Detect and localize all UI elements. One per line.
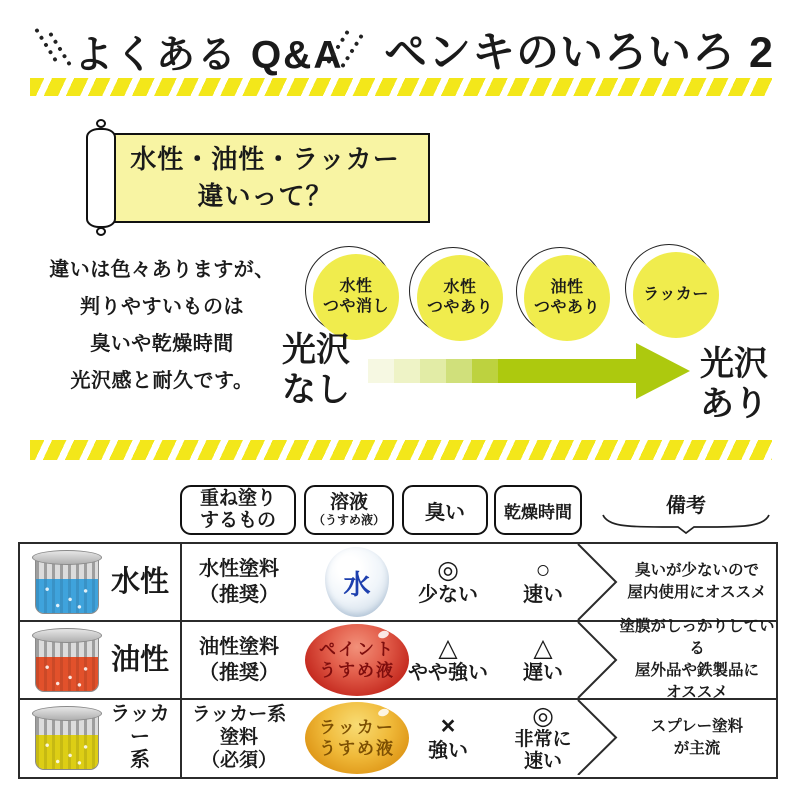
rating-symbol: ◎: [532, 701, 554, 730]
gloss-none-label: 光沢 なし: [282, 331, 350, 409]
recoat-cell: 油性塗料 （推奨）: [199, 636, 279, 684]
paint-can-icon: [32, 550, 102, 614]
column-header-recoat: 重ね塗り するもの: [180, 485, 296, 535]
column-header-drytime: 乾燥時間: [494, 485, 582, 535]
circle-label: 水性: [339, 278, 373, 295]
recoat-cell: 水性塗料 （推奨）: [199, 558, 279, 606]
table-row-water: [20, 544, 776, 620]
circle-label: 水性: [443, 279, 477, 296]
notes-cell: スプレー塗料 が主流: [650, 717, 744, 757]
question-line-1: 水性・油性・ラッカー: [130, 144, 400, 174]
chevron-separator-icon: [576, 622, 618, 698]
gloss-circle-water-gloss: [409, 247, 505, 343]
arrow-head-icon: [636, 343, 690, 399]
column-header-solvent: 溶液 （うすめ液）: [304, 485, 394, 535]
recoat-cell: ラッカー系 塗料 （必須）: [191, 704, 287, 771]
rating-symbol: ◎: [437, 556, 459, 584]
table-row-oil: [20, 618, 776, 701]
notes-cell: 塗膜がしっかりしている 屋外品や鉄製品に オススメ: [619, 618, 775, 701]
rating-symbol: △: [438, 634, 458, 662]
solvent-cell: [301, 700, 413, 775]
underbrace-icon: [600, 514, 772, 536]
notes-cell: 臭いが少ないので 屋内使用にオススメ: [627, 562, 767, 601]
gloss-circle-water-matte: [305, 246, 401, 342]
drytime-cell: ◎ 非常に 速い: [514, 701, 572, 772]
rating-symbol: △: [533, 634, 553, 662]
chevron-separator-icon: [576, 700, 618, 775]
table-row-lacquer: [20, 698, 776, 775]
intro-line: 臭いや乾燥時間: [90, 333, 234, 355]
intro-paragraph: [36, 252, 288, 400]
paint-type-label: 油性: [110, 644, 169, 676]
circle-label: 油性: [550, 279, 584, 296]
rating-symbol: ○: [535, 556, 551, 584]
scroll-roll-icon: [86, 128, 116, 228]
stripe-divider: [30, 440, 772, 460]
smell-cell: △ やや強い: [408, 634, 488, 684]
paint-thinner-icon: ペイント うすめ液: [305, 624, 409, 696]
lacquer-thinner-icon: ラッカー うすめ液: [305, 702, 409, 774]
scroll-knob-icon: [96, 119, 106, 128]
gloss-circle-oil-gloss: [516, 247, 612, 343]
scroll-knob-icon: [96, 227, 106, 236]
qa-series-label: よくある Q&A: [74, 34, 344, 77]
intro-line: 光沢感と耐久です。: [70, 370, 254, 392]
circle-label: つや消し: [322, 298, 389, 315]
circle-label: ラッカー: [643, 286, 709, 303]
rating-symbol: ×: [440, 711, 456, 740]
gloss-full-label: 光沢 あり: [700, 345, 768, 423]
gloss-circle-lacquer: [625, 244, 721, 340]
paint-type-label: 水性: [110, 566, 169, 598]
solvent-cell: [301, 544, 413, 620]
column-header-smell: 臭い: [402, 485, 488, 535]
water-drop-icon: 水: [325, 547, 389, 617]
column-header-notes: 備考: [666, 495, 706, 517]
question-line-2: 違いって？: [197, 181, 333, 211]
gloss-gradient-arrow: [368, 359, 638, 383]
smell-cell: × 強い: [428, 711, 468, 762]
paint-type-label: ラッカー 系: [110, 703, 170, 771]
intro-line: 違いは色々ありますが、: [49, 259, 275, 281]
page-title: ペンキのいろいろ 2: [384, 29, 774, 77]
question-banner: [100, 133, 430, 223]
drytime-cell: △ 遅い: [523, 634, 563, 684]
smell-cell: ◎ 少ない: [418, 556, 478, 606]
emphasis-dash-icon: [48, 32, 72, 66]
circle-label: つやあり: [426, 299, 493, 316]
paint-comparison-table: [18, 542, 778, 779]
intro-line: 判りやすいものは: [80, 296, 244, 318]
paint-can-icon: [32, 628, 102, 692]
solvent-cell: [301, 622, 413, 698]
paint-can-icon: [32, 706, 102, 770]
stripe-divider: [30, 78, 772, 96]
circle-label: つやあり: [533, 299, 600, 316]
chevron-separator-icon: [576, 544, 618, 620]
drytime-cell: ○ 速い: [523, 556, 563, 606]
